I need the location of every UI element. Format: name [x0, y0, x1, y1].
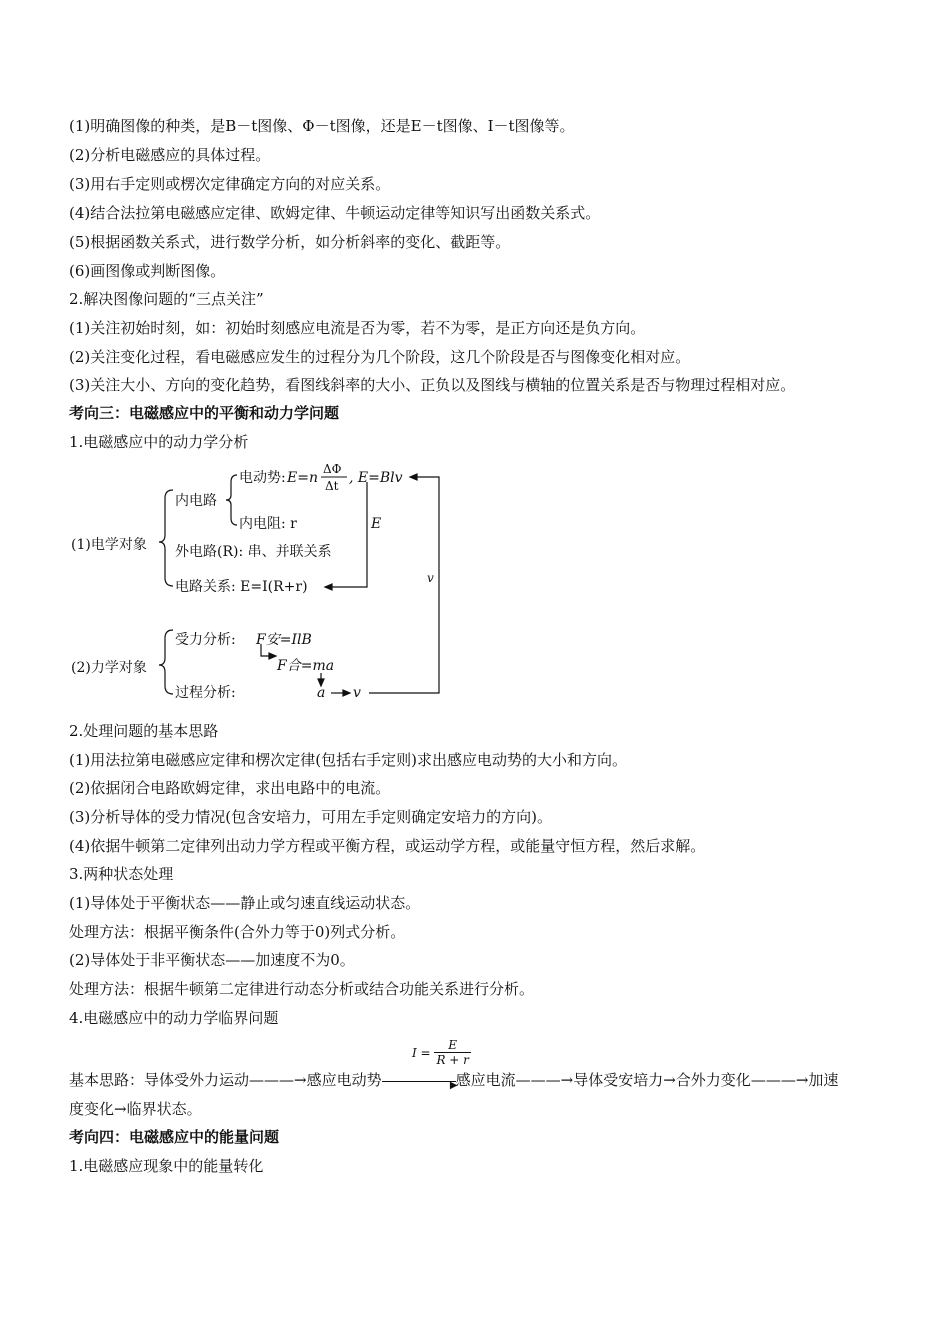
emf-denominator: Δt	[325, 479, 339, 493]
text-line: 处理方法：根据平衡条件(合外力等于0)列式分析。	[69, 923, 406, 941]
inner-resistance-label: 内电阻: r	[239, 516, 297, 532]
mech-object-label: (2)力学对象	[71, 660, 147, 676]
text-line: (4)结合法拉第电磁感应定律、欧姆定律、牛顿运动定律等知识写出函数关系式。	[69, 204, 601, 222]
text-line: (1)导体处于平衡状态——静止或匀速直线运动状态。	[69, 894, 421, 912]
emf-numerator: ΔΦ	[323, 462, 342, 476]
force-analysis-label: 受力分析:	[175, 632, 236, 648]
text-line: 2.处理问题的基本思路	[69, 722, 219, 740]
text-line: 处理方法：根据牛顿第二定律进行动态分析或结合功能关系进行分析。	[69, 980, 535, 998]
emf-formula-left: E=n	[287, 470, 318, 486]
outer-circuit-label: 外电路(R): 串、并联关系	[175, 544, 332, 560]
text-line: (2)导体处于非平衡状态——加速度不为0。	[69, 951, 355, 969]
text-line: (3)分析导体的受力情况(包含安培力，可用左手定则确定安培力的方向)。	[69, 808, 552, 826]
formula-fraction	[434, 1038, 470, 1067]
text-line: (2)分析电磁感应的具体过程。	[69, 146, 271, 164]
text-line: (3)用右手定则或楞次定律确定方向的对应关系。	[69, 175, 391, 193]
v-symbol: v	[353, 685, 361, 701]
emf-formula-right: , E=Blv	[349, 470, 403, 486]
section-heading: 考向三：电磁感应中的平衡和动力学问题	[69, 404, 340, 422]
text-line: 4.电磁感应中的动力学临界问题	[69, 1009, 279, 1027]
flow-step: 合外力变化	[675, 1071, 751, 1089]
flow-arrow: ———→	[249, 1071, 307, 1089]
flow-step: 导体受安培力	[573, 1071, 664, 1089]
flow-line	[69, 1070, 838, 1090]
process-analysis-label: 过程分析:	[175, 685, 236, 701]
text-line: (2)依据闭合电路欧姆定律，求出电路中的电流。	[69, 779, 391, 797]
text-line: 3.两种状态处理	[69, 865, 174, 883]
text-line: (3)关注大小、方向的变化趋势，看图线斜率的大小、正负以及图线与横轴的位置关系是否与物理过程相对应。	[69, 376, 796, 394]
a-symbol: a	[317, 685, 326, 701]
flow-line-2: 度变化→临界状态。	[69, 1100, 202, 1118]
long-arrow: ▶	[382, 1081, 456, 1082]
flow-arrow: ———→	[515, 1071, 574, 1089]
v-label: v	[427, 571, 434, 585]
flow-step: 感应电动势	[306, 1071, 382, 1089]
formula-i: I =	[412, 1045, 431, 1060]
inner-circuit-label: 内电路	[175, 493, 217, 509]
f-he-formula: F合=ma	[277, 658, 335, 674]
circuit-relation-label: 电路关系: E=I(R+r)	[175, 579, 308, 595]
formula-denominator: R + r	[436, 1053, 469, 1067]
subsection-title: 1.电磁感应现象中的能量转化	[69, 1157, 264, 1175]
f-an-formula: F安=IlB	[256, 632, 312, 648]
emf-label: 电动势:	[239, 470, 286, 486]
subsection-title: 1.电磁感应中的动力学分析	[69, 433, 249, 451]
text-line: 2.解决图像问题的“三点关注”	[69, 290, 264, 308]
section-heading: 考向四：电磁感应中的能量问题	[69, 1128, 280, 1146]
dynamics-diagram	[69, 460, 459, 705]
formula-numerator: E	[434, 1038, 470, 1053]
electric-object-label: (1)电学对象	[71, 537, 147, 553]
flow-step: 加速	[808, 1071, 839, 1089]
flow-arrow: →	[663, 1071, 676, 1089]
text-line: (1)用法拉第电磁感应定律和楞次定律(包括右手定则)求出感应电动势的大小和方向。	[69, 751, 627, 769]
flow-arrow: ———→	[750, 1071, 809, 1089]
ohm-formula	[412, 1038, 471, 1067]
text-line: (2)关注变化过程，看电磁感应发生的过程分为几个阶段，这几个阶段是否与图像变化相对应。	[69, 348, 691, 366]
text-line: (6)画图像或判断图像。	[69, 262, 226, 280]
e-label: E	[371, 516, 382, 532]
flow-step: 感应电流	[455, 1071, 516, 1089]
flow-prefix: 基本思路：导体受外力运动	[69, 1071, 250, 1089]
text-line: (5)根据函数关系式，进行数学分析，如分析斜率的变化、截距等。	[69, 233, 511, 251]
text-line: (1)关注初始时刻，如：初始时刻感应电流是否为零，若不为零，是正方向还是负方向。	[69, 319, 646, 337]
text-line: (1)明确图像的种类，是B－t图像、Φ－t图像，还是E－t图像、I－t图像等。	[69, 117, 575, 135]
text-line: (4)依据牛顿第二定律列出动力学方程或平衡方程，或运动学方程，或能量守恒方程，然后求解。	[69, 837, 706, 855]
